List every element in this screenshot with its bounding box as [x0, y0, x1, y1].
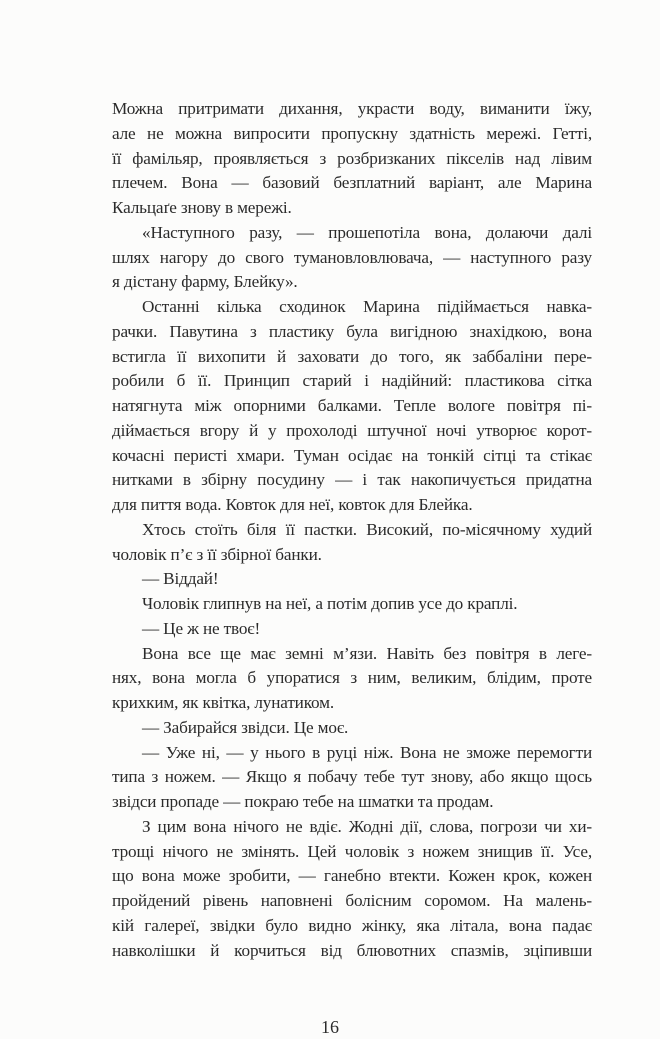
- text-line: нитками в збірну посудину — і так накопичується придатна: [112, 470, 592, 490]
- page-number: 16: [321, 1017, 339, 1038]
- text-line: Чоловік глипнув на неї, а потім допив усе до краплі.: [142, 594, 518, 613]
- text-line: плечем. Вона — базовий безплатний варіант, але Марина: [112, 173, 592, 193]
- text-line: — Уже ні, — у нього в руці ніж. Вона не зможе перемогти: [142, 742, 592, 762]
- text-line: її фамільяр, проявляється з розбризканих пікселів над лівим: [112, 148, 592, 168]
- text-line: рачки. Павутина з пластику була вигідною знахідкою, вона: [112, 321, 592, 341]
- text-line: типа з ножем. — Якщо я побачу тебе тут знову, або якщо щось: [112, 767, 592, 787]
- text-line: встигла її вихопити й заховати до того, як заббаліни пере-: [112, 346, 592, 366]
- text-line: Вона все ще має земні м’язи. Навіть без повітря в леге-: [142, 643, 592, 663]
- paragraph: [112, 815, 592, 964]
- text-line: Кальцаґе знову в мережі.: [112, 198, 292, 217]
- text-line: робили б її. Принцип старий і надійний: пластикова сітка: [112, 371, 592, 391]
- text-line: чоловік п’є з її збірної банки.: [112, 544, 322, 564]
- text-line: діймається вгору й у прохолоді штучної ночі утворює корот-: [112, 420, 592, 440]
- paragraph: [112, 617, 592, 642]
- text-line: Останні кілька сходинок Марина підіймається навка-: [142, 297, 592, 316]
- paragraph: [112, 97, 592, 221]
- text-line: шлях нагору до свого тумановловлювача, — наступного разу: [112, 247, 592, 267]
- paragraph: [112, 567, 592, 592]
- text-line: натягнута між опорними балками. Тепле вологе повітря пі-: [112, 396, 592, 415]
- paragraph: [112, 221, 592, 295]
- body-text: [112, 97, 592, 963]
- paragraph: [112, 295, 592, 518]
- paragraph: [112, 716, 592, 741]
- text-line: пройдений рівень наповнені болісним соромом. На малень-: [112, 891, 592, 910]
- text-line: кочасні перисті хмари. Туман осідає на тонкій сітці та стікає: [112, 445, 592, 465]
- text-line: «Наступного разу, — прошепотіла вона, долаючи далі: [142, 222, 592, 242]
- text-line: — Це ж не твоє!: [142, 618, 261, 638]
- paragraph: [112, 592, 592, 617]
- text-line: для пиття вода. Ковток для неї, ковток для Блейка.: [112, 495, 473, 514]
- text-line: що вона може зробити, — ганебно втекти. Кожен крок, кожен: [112, 866, 592, 886]
- paragraph: [112, 518, 592, 568]
- text-line: я дістану фарму, Блейку».: [112, 272, 298, 292]
- text-line: нях, вона могла б упоратися з ним, великим, блідим, проте: [112, 668, 592, 688]
- text-line: Можна притримати дихання, украсти воду, виманити їжу,: [112, 99, 592, 118]
- text-line: але не можна випросити пропускну здатність мережі. Гетті,: [112, 123, 592, 143]
- text-line: звідси пропаде — покраю тебе на шматки та продам.: [112, 792, 494, 811]
- paragraph: [112, 642, 592, 716]
- text-line: — Забирайся звідси. Це моє.: [142, 717, 349, 737]
- text-line: кій галереї, звідки було видно жінку, яка літала, вона падає: [112, 915, 592, 935]
- text-line: трощі нічого не змінять. Цей чоловік з ножем знищив її. Усе,: [112, 841, 592, 861]
- text-line: З цим вона нічого не вдіє. Жодні дії, слова, погрози чи хи-: [142, 816, 592, 836]
- text-line: крихким, як квітка, лунатиком.: [112, 693, 335, 712]
- text-line: навколішки й корчиться від блювотних спазмів, зціпивши: [112, 940, 592, 960]
- text-line: — Віддай!: [142, 569, 219, 589]
- paragraph: [112, 741, 592, 815]
- text-line: Хтось стоїть біля її пастки. Високий, по-місячному худий: [142, 519, 592, 539]
